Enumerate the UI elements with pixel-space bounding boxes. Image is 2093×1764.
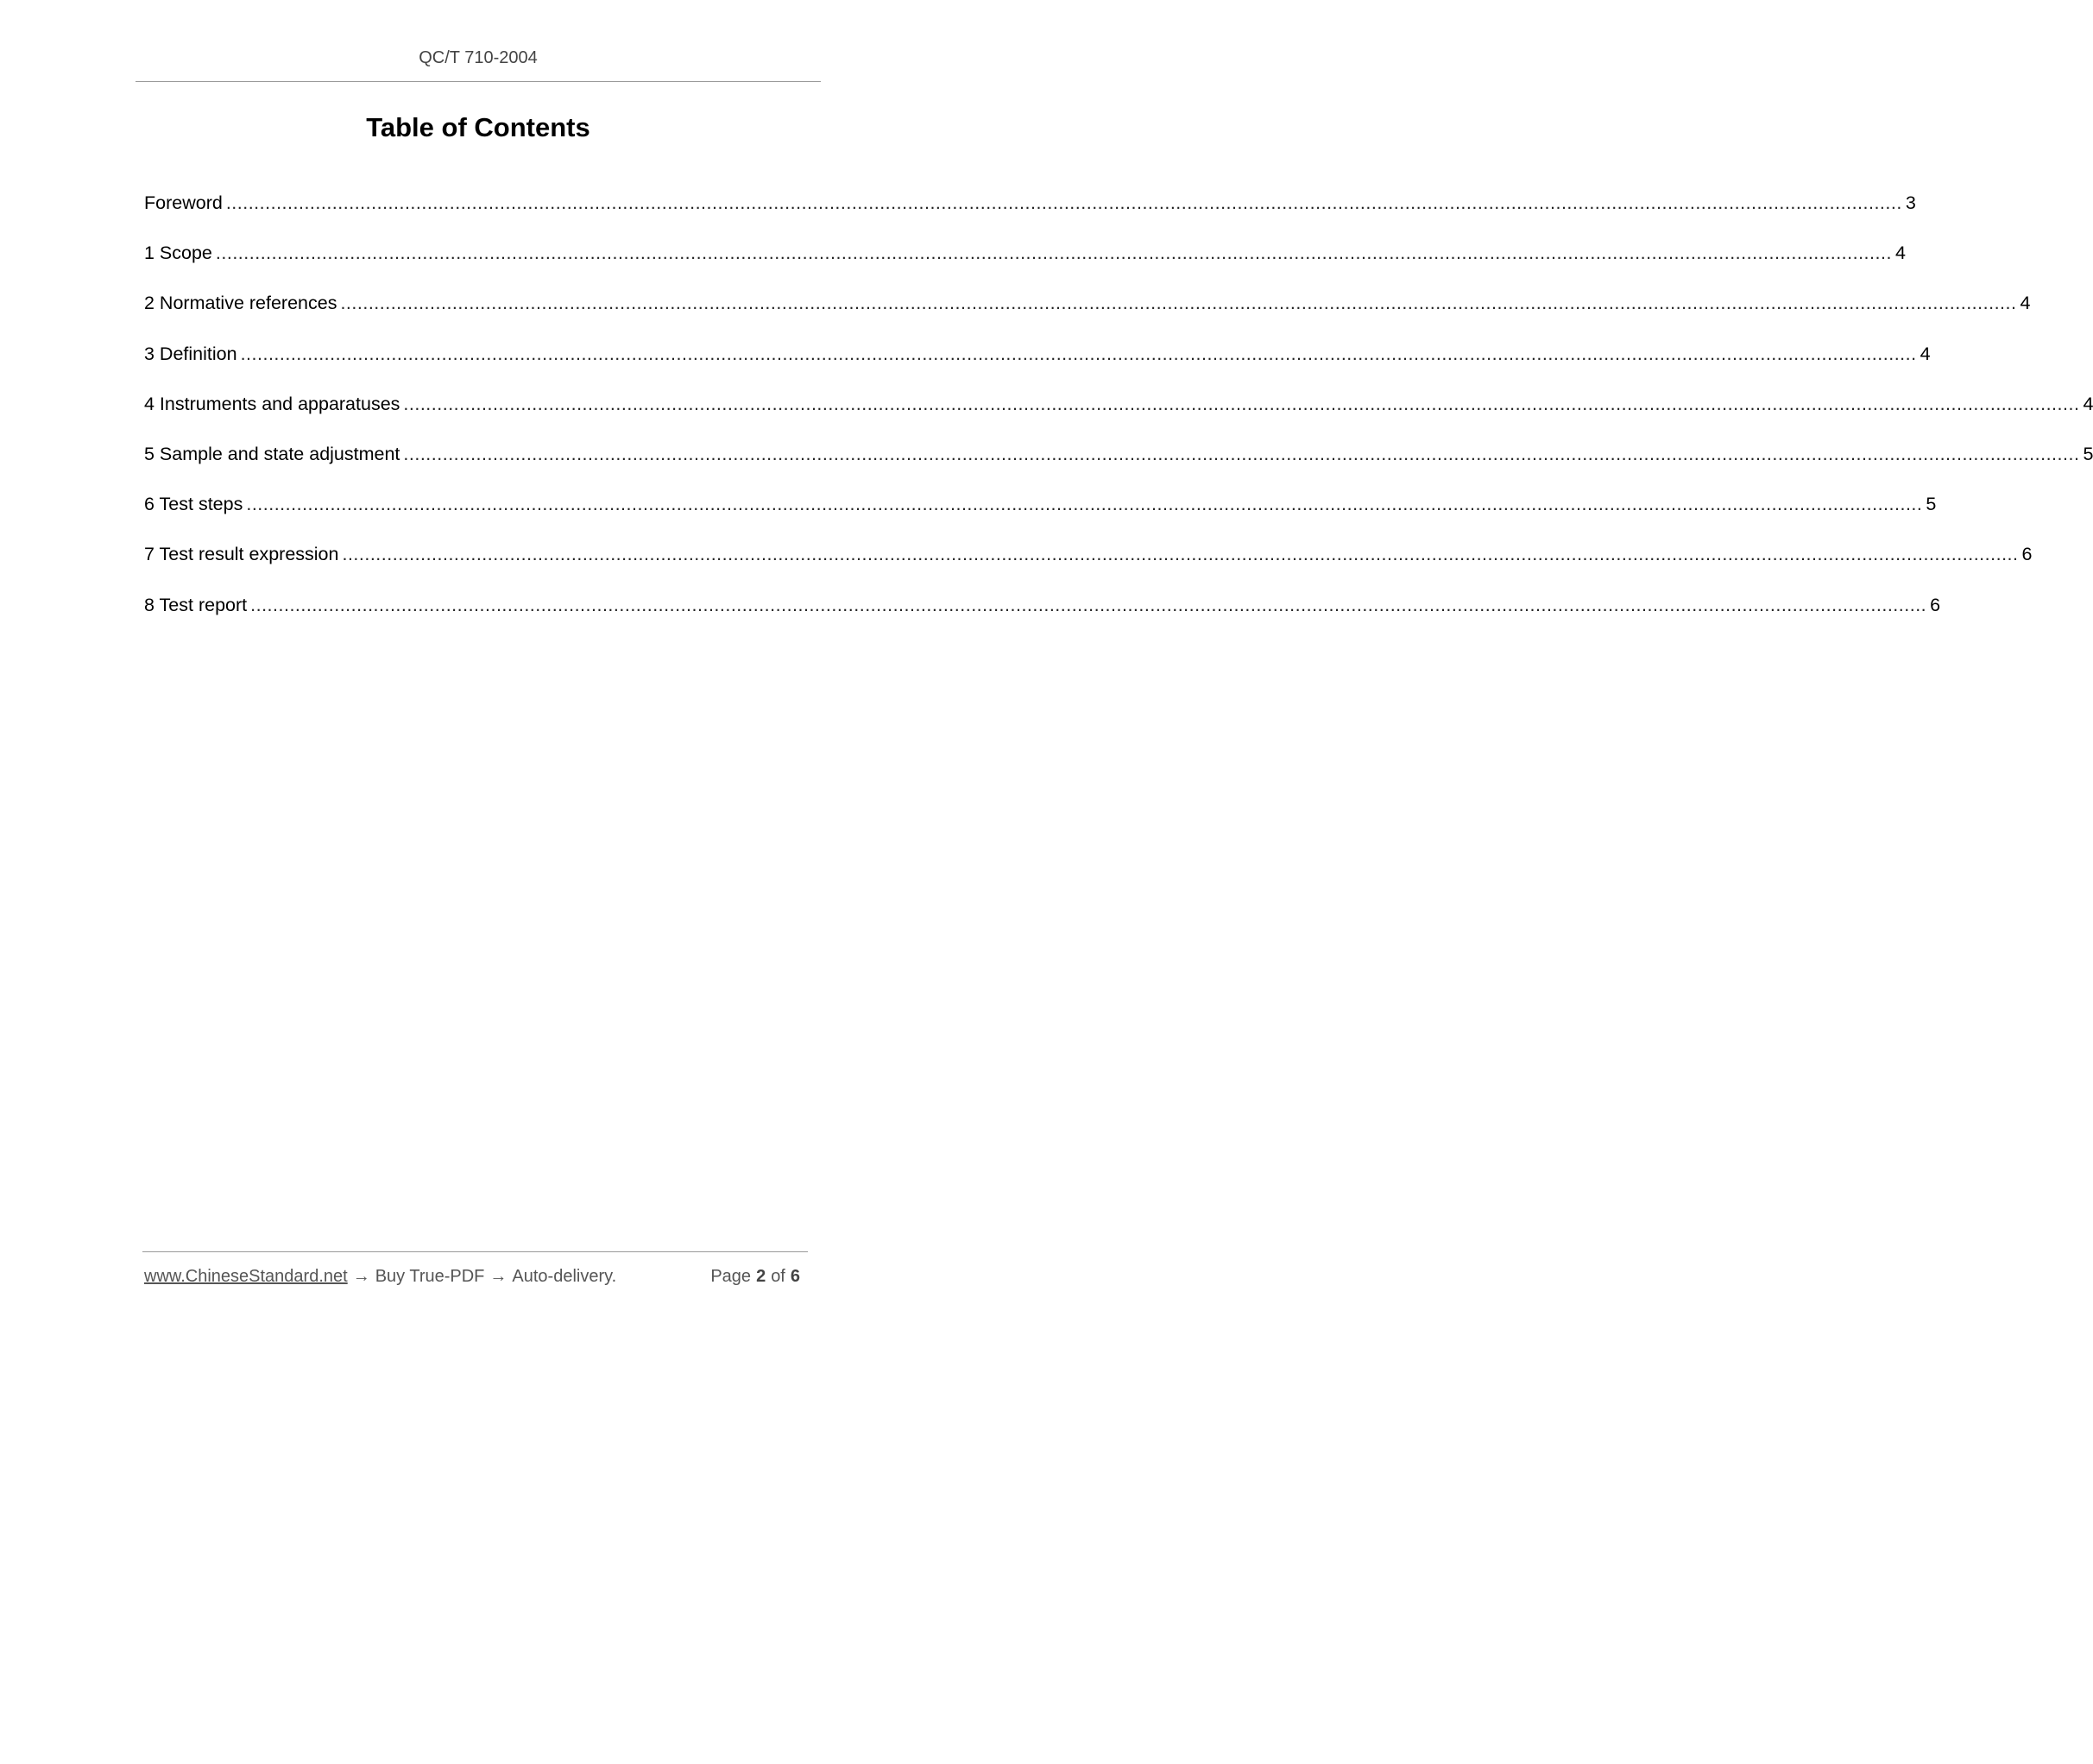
toc-entry-page: 6 [2021,544,2033,565]
toc-entry-label: 5 Sample and state adjustment [144,443,400,464]
toc-entry-definition[interactable] [144,339,1931,389]
dot-leader: ............................................................................................................................................................................................................................................................................................................ [246,494,1923,515]
toc-entry-page: 4 [1920,343,1931,364]
toc-entry-test-report[interactable] [144,590,1941,640]
dot-leader: ............................................................................................................................................................................................................................................................................................................ [342,544,2019,565]
toc-entry-sample[interactable] [144,439,2093,489]
toc-entry-label: 1 Scope [144,243,212,264]
toc-entry-page: 3 [1905,192,1916,213]
toc-entry-page: 4 [2020,293,2031,314]
toc-entry-page: 5 [1926,494,1937,515]
document-code: QC/T 710-2004 [419,48,538,67]
toc-entry-label: Foreword [144,192,223,213]
toc-entry-label: 2 Normative references [144,293,337,314]
toc-entry-page: 6 [1930,594,1941,615]
toc-entry-label: 7 Test result expression [144,544,339,565]
toc-entry-test-result[interactable] [144,539,2033,589]
buy-pdf-text: Buy True-PDF [375,1267,485,1286]
right-arrow-icon: → [352,1267,370,1286]
footer-promo [144,1264,616,1288]
dot-leader: ............................................................................................................................................................................................................................................................................................................ [340,293,2017,314]
page-title: Table of Contents [366,112,590,142]
page-number [710,1264,805,1288]
of-word: of [771,1267,785,1286]
toc-entry-foreword[interactable] [144,188,1916,238]
page-word: Page [710,1267,752,1286]
dot-leader: ............................................................................................................................................................................................................................................................................................................ [403,443,2080,464]
page-header [136,45,821,82]
current-page: 2 [756,1267,766,1286]
dot-leader: ............................................................................................................................................................................................................................................................................................................ [225,192,1902,213]
website-link[interactable]: www.ChineseStandard.net [144,1267,348,1286]
total-pages: 6 [790,1267,800,1286]
toc-entry-label: 4 Instruments and apparatuses [144,393,400,414]
dot-leader: ............................................................................................................................................................................................................................................................................................................ [403,393,2080,414]
toc-entry-page: 4 [2083,393,2093,414]
page-footer [142,1251,808,1295]
toc-entry-instruments[interactable] [144,389,2093,439]
auto-delivery-text: Auto-delivery. [512,1267,617,1286]
toc-entry-page: 4 [1894,243,1906,264]
toc-entry-test-steps[interactable] [144,489,1937,539]
dot-leader: ............................................................................................................................................................................................................................................................................................................ [240,343,1917,364]
right-arrow-icon: → [489,1267,507,1286]
table-of-contents [144,188,2093,640]
dot-leader: ............................................................................................................................................................................................................................................................................................................ [215,243,1892,264]
toc-entry-label: 3 Definition [144,343,237,364]
toc-entry-label: 6 Test steps [144,494,243,515]
toc-entry-label: 8 Test report [144,594,248,615]
toc-entry-page: 5 [2083,443,2093,464]
dot-leader: ............................................................................................................................................................................................................................................................................................................ [250,594,1927,615]
toc-entry-normative-references[interactable] [144,288,2031,338]
toc-entry-scope[interactable] [144,238,1906,288]
